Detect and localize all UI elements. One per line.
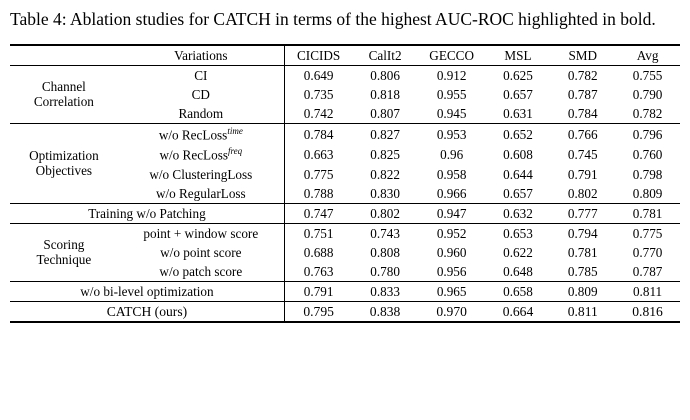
value-avg: 0.816 <box>615 302 680 323</box>
value-gecco: 0.965 <box>418 282 486 302</box>
group-label-line1: Optimization <box>29 148 99 163</box>
table-row <box>10 124 680 145</box>
value-smd: 0.784 <box>567 105 598 121</box>
value-smd: 0.802 <box>567 185 598 201</box>
value-calit2: 0.808 <box>370 244 400 260</box>
variation-label: Training w/o Patching <box>10 204 284 224</box>
value-avg: 0.782 <box>632 105 663 121</box>
value-smd: 0.787 <box>567 86 598 102</box>
value-cicids: 0.649 <box>284 66 352 86</box>
value-calit2: 0.780 <box>370 263 400 279</box>
value-smd: 0.745 <box>567 146 598 162</box>
value-gecco: 0.955 <box>436 86 467 102</box>
group-label-line2: Objectives <box>35 162 93 178</box>
value-msl: 0.658 <box>486 282 551 302</box>
value-cicids: 0.788 <box>284 184 352 204</box>
variation-label: w/o ClusteringLoss <box>149 166 253 182</box>
value-cicids: 0.688 <box>284 243 352 262</box>
value-smd: 0.811 <box>550 302 615 323</box>
value-calit2: 0.838 <box>352 302 417 323</box>
value-avg: 0.796 <box>615 124 680 145</box>
value-cicids: 0.747 <box>284 204 352 224</box>
variation-text: w/o RecLoss <box>159 147 228 163</box>
variation-label: w/o point score <box>160 244 242 260</box>
value-avg: 0.760 <box>632 146 663 162</box>
header-cicids: CICIDS <box>284 45 352 66</box>
value-gecco: 0.952 <box>418 224 486 244</box>
variation-label: CATCH (ours) <box>10 302 284 323</box>
header-gecco: GECCO <box>418 45 486 66</box>
variation-superscript: time <box>227 125 243 136</box>
value-smd: 0.809 <box>550 282 615 302</box>
value-smd: 0.781 <box>567 244 598 260</box>
value-gecco: 0.945 <box>436 105 467 121</box>
value-msl: 0.648 <box>503 263 533 279</box>
value-gecco: 0.96 <box>440 146 464 162</box>
group-label-line1: Scoring <box>43 236 85 252</box>
header-spacer-left <box>10 45 118 66</box>
value-avg: 0.775 <box>615 224 680 244</box>
variation-label: point + window score <box>118 224 285 244</box>
value-calit2: 0.825 <box>370 146 400 162</box>
value-avg: 0.790 <box>632 86 663 102</box>
value-msl: 0.608 <box>503 146 533 162</box>
value-gecco: 0.966 <box>436 185 467 201</box>
value-avg: 0.809 <box>632 185 663 201</box>
table-row <box>10 66 680 86</box>
value-avg: 0.770 <box>632 244 663 260</box>
variation-label: Random <box>178 105 224 121</box>
value-smd: 0.791 <box>567 166 598 182</box>
value-msl: 0.657 <box>503 86 533 102</box>
table-row <box>10 224 680 244</box>
group-label-line2: Technique <box>36 251 92 267</box>
value-msl: 0.664 <box>486 302 551 323</box>
value-gecco: 0.970 <box>418 302 486 323</box>
table-row <box>10 282 680 302</box>
value-calit2: 0.806 <box>352 66 417 86</box>
variation-label: w/o patch score <box>159 263 243 279</box>
value-avg: 0.798 <box>632 166 663 182</box>
variation-label <box>118 124 285 145</box>
value-calit2: 0.833 <box>352 282 417 302</box>
value-gecco: 0.960 <box>436 244 467 260</box>
value-gecco: 0.947 <box>418 204 486 224</box>
value-msl: 0.652 <box>486 124 551 145</box>
value-gecco: 0.953 <box>418 124 486 145</box>
value-cicids: 0.735 <box>284 85 352 104</box>
value-cicids: 0.742 <box>284 104 352 124</box>
header-calit2: CalIt2 <box>352 45 417 66</box>
value-msl: 0.632 <box>486 204 551 224</box>
variation-label: CD <box>191 86 210 102</box>
value-cicids: 0.791 <box>284 282 352 302</box>
value-avg: 0.755 <box>615 66 680 86</box>
value-calit2: 0.827 <box>352 124 417 145</box>
value-msl: 0.625 <box>486 66 551 86</box>
table-row-catch-ours <box>10 302 680 323</box>
value-gecco: 0.958 <box>436 166 467 182</box>
table-caption: Table 4: Ablation studies for CATCH in terms of the highest AUC-ROC highlighted in bold. <box>10 9 656 29</box>
group-label-line1: Channel <box>41 79 86 95</box>
value-cicids: 0.775 <box>284 165 352 184</box>
header-avg: Avg <box>615 45 680 66</box>
value-smd: 0.782 <box>550 66 615 86</box>
value-avg: 0.781 <box>615 204 680 224</box>
value-calit2: 0.743 <box>352 224 417 244</box>
value-gecco: 0.956 <box>436 263 467 279</box>
value-calit2: 0.822 <box>370 166 400 182</box>
value-calit2: 0.818 <box>370 86 400 102</box>
value-smd: 0.766 <box>550 124 615 145</box>
value-cicids: 0.763 <box>284 262 352 282</box>
table-header-row <box>10 45 680 66</box>
value-cicids: 0.751 <box>284 224 352 244</box>
value-cicids: 0.784 <box>284 124 352 145</box>
value-msl: 0.653 <box>486 224 551 244</box>
value-avg: 0.811 <box>615 282 680 302</box>
group-label-channel-correlation <box>10 66 118 124</box>
value-calit2: 0.807 <box>370 105 400 121</box>
value-avg: 0.787 <box>632 263 663 279</box>
group-label-optimization-objectives <box>10 124 118 204</box>
value-msl: 0.644 <box>503 166 533 182</box>
header-smd: SMD <box>550 45 615 66</box>
value-smd: 0.777 <box>550 204 615 224</box>
value-msl: 0.622 <box>503 244 533 260</box>
value-cicids: 0.663 <box>284 145 352 165</box>
value-calit2: 0.802 <box>352 204 417 224</box>
header-msl: MSL <box>486 45 551 66</box>
variation-label: w/o bi-level optimization <box>10 282 284 302</box>
value-msl: 0.631 <box>503 105 533 121</box>
value-smd: 0.785 <box>567 263 598 279</box>
value-cicids: 0.795 <box>284 302 352 323</box>
table-row <box>10 204 680 224</box>
variation-label: CI <box>118 66 285 86</box>
value-smd: 0.794 <box>550 224 615 244</box>
value-calit2: 0.830 <box>370 185 400 201</box>
table-body <box>10 45 680 322</box>
group-label-scoring-technique <box>10 224 118 282</box>
variation-label <box>118 145 285 165</box>
value-msl: 0.657 <box>503 185 533 201</box>
group-label-line2: Correlation <box>33 93 94 109</box>
value-gecco: 0.912 <box>418 66 486 86</box>
variation-superscript: freq <box>227 146 243 157</box>
variation-label: w/o RegularLoss <box>155 185 246 201</box>
ablation-table <box>10 44 680 323</box>
variation-text: w/o RecLoss <box>158 127 228 143</box>
header-variations: Variations <box>118 45 285 66</box>
